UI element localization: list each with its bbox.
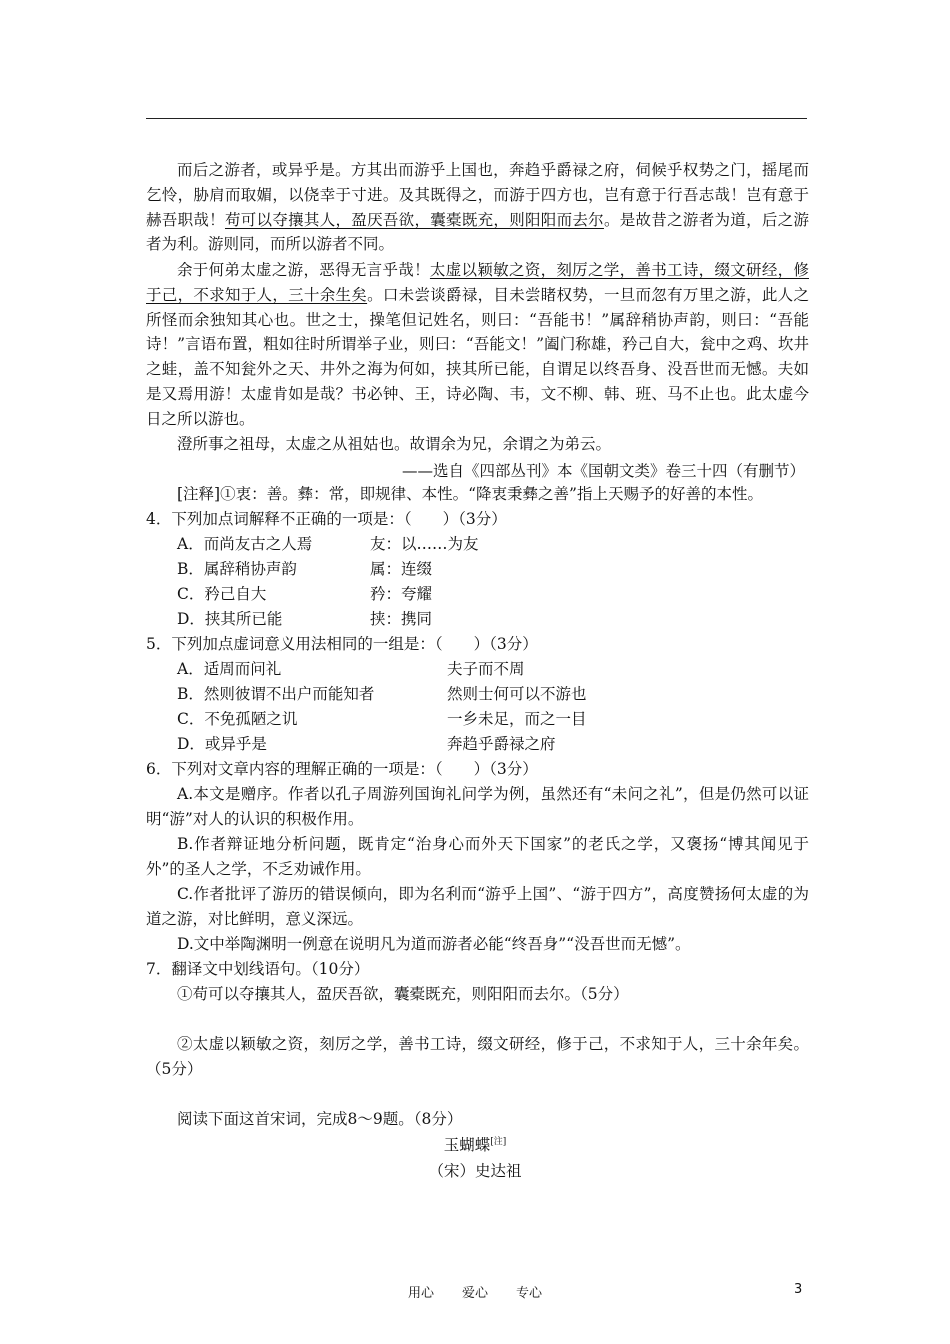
q5-option-a: A．适周而问礼 夫子而不周 (177, 660, 525, 678)
q4-stem: 4．下列加点词解释不正确的一项是：（ ）（3分） (146, 510, 507, 528)
q5-option-b: B．然则彼谓不出户而能知者 然则士何可以不游也 (177, 685, 587, 703)
q6-option-c: C.作者批评了游历的错误倾向，即为名利而“游乎上国”、“游于四方”，高度赞扬何太虚的为道之游，对比鲜明，意义深远。 (146, 885, 809, 928)
q5-stem: 5．下列加点虚词意义用法相同的一组是：（ ）（3分） (146, 635, 538, 653)
poem-author: （宋）史达祖 (428, 1162, 522, 1180)
passage-paragraph-1 (146, 158, 809, 257)
p1-text: 而后之游者，或异乎是。方其出而游乎上国也，奔趋乎爵禄之府，伺候乎权势之门，摇尾而乞怜，胁肩而取媚，以侥幸于寸进。及其既得之，而游于四方也，岂有意于行吾志哉！岂有意于赫吾职哉！ (146, 161, 809, 229)
q6-option-d: D.文中举陶渊明一例意在说明凡为道而游者必能“终吾身”“没吾世而无憾”。 (177, 935, 691, 953)
p1-end-text: 。是故昔之游者为道，后之游者为利。游则同，而所以游者不同。 (146, 210, 809, 254)
q4-option-b: B．属辞稍协声韵 属：连缀 (177, 560, 433, 578)
p2-underlined-sentence: 太虚以颖敏之资，刻厉之学，善书工诗，缀文研经，修于己，不求知于人，三十余生矣 (146, 261, 809, 304)
page-number: 3 (794, 1282, 803, 1297)
q5-option-c: C．不免孤陋之讥 一乡未足，而之一目 (177, 710, 587, 728)
p2-start-text: 余于何弟太虚之游，恶得无言乎哉！ (177, 261, 430, 279)
q5-option-d: D．或异乎是 奔趋乎爵禄之府 (177, 735, 556, 753)
q4-option-c: C．矜己自大 矜：夸耀 (177, 585, 433, 603)
q7-sentence-1: ①苟可以夺攘其人，盈厌吾欲，囊橐既充，则阳阳而去尔。（5分） (177, 985, 629, 1003)
p1-underlined-sentence: 苟可以夺攘其人，盈厌吾欲，囊橐既充，则阳阳而去尔 (224, 210, 604, 229)
q7-stem: 7．翻译文中划线语句。（10分） (146, 960, 370, 978)
p2-end-text: 。口未尝谈爵禄，目未尝睹权势，一旦而忽有万里之游，此人之所怪而余独知其心也。世之士，操笔但记姓名，则曰：“吾能书！”属辞稍协声韵，则曰：“吾能诗！”言语布置，粗如往时所谓举子业，则曰：“吾能文！”阖门称雄，矜己自大，瓮中之鸡、坎井之蛙，盖不知瓮外之天、井外之海为何如，挟其所已能，自谓足以终吾身、没吾世而无憾。夫如是又焉用游！太虚肯如是哉？书必钟、王，诗必陶、韦，文不柳、韩、班、马不止也。此太虚今日之所以游也。 (146, 285, 809, 428)
q6-option-a: A.本文是赠序。作者以孔子周游列国询礼问学为例，虽然还有“未问之礼”，但是仍然可以证明“游”对人的认识的积极作用。 (146, 785, 809, 828)
page-footer: 用心 爱心 专心 (407, 1286, 543, 1301)
header-rule (146, 118, 807, 119)
passage-paragraph-2 (146, 258, 809, 432)
q6-option-b: B.作者辩证地分析问题，既肯定“治身心而外天下国家”的老氏之学，又褒扬“博其闻见于外”的圣人之学，不乏劝诫作用。 (146, 835, 809, 878)
poem-intro: 阅读下面这首宋词，完成8～9题。（8分） (177, 1110, 463, 1128)
q6-stem: 6．下列对文章内容的理解正确的一项是：（ ）（3分） (146, 760, 538, 778)
q7-sentence-2: ②太虚以颖敏之资，刻厉之学，善书工诗，缀文研经，修于己，不求知于人，三十余年矣。（5分） (146, 1035, 809, 1078)
poem-title: 玉蝴蝶[注] (443, 1136, 507, 1154)
q4-option-a: A．而尚友古之人焉 友：以……为友 (177, 535, 479, 553)
passage-paragraph-3: 澄所事之祖母，太虚之从祖姑也。故谓余为兄，余谓之为弟云。 (177, 435, 612, 453)
annotation-note: [注释]①衷：善。彝：常，即规律、本性。“降衷秉彝之善”指上天赐予的好善的本性。 (177, 485, 763, 503)
poem-title-note: [注] (490, 1136, 507, 1147)
source-citation: ——选自《四部丛刊》本《国朝文类》卷三十四（有删节） (401, 462, 805, 480)
q4-option-d: D．挟其所已能 挟：携同 (177, 610, 433, 628)
